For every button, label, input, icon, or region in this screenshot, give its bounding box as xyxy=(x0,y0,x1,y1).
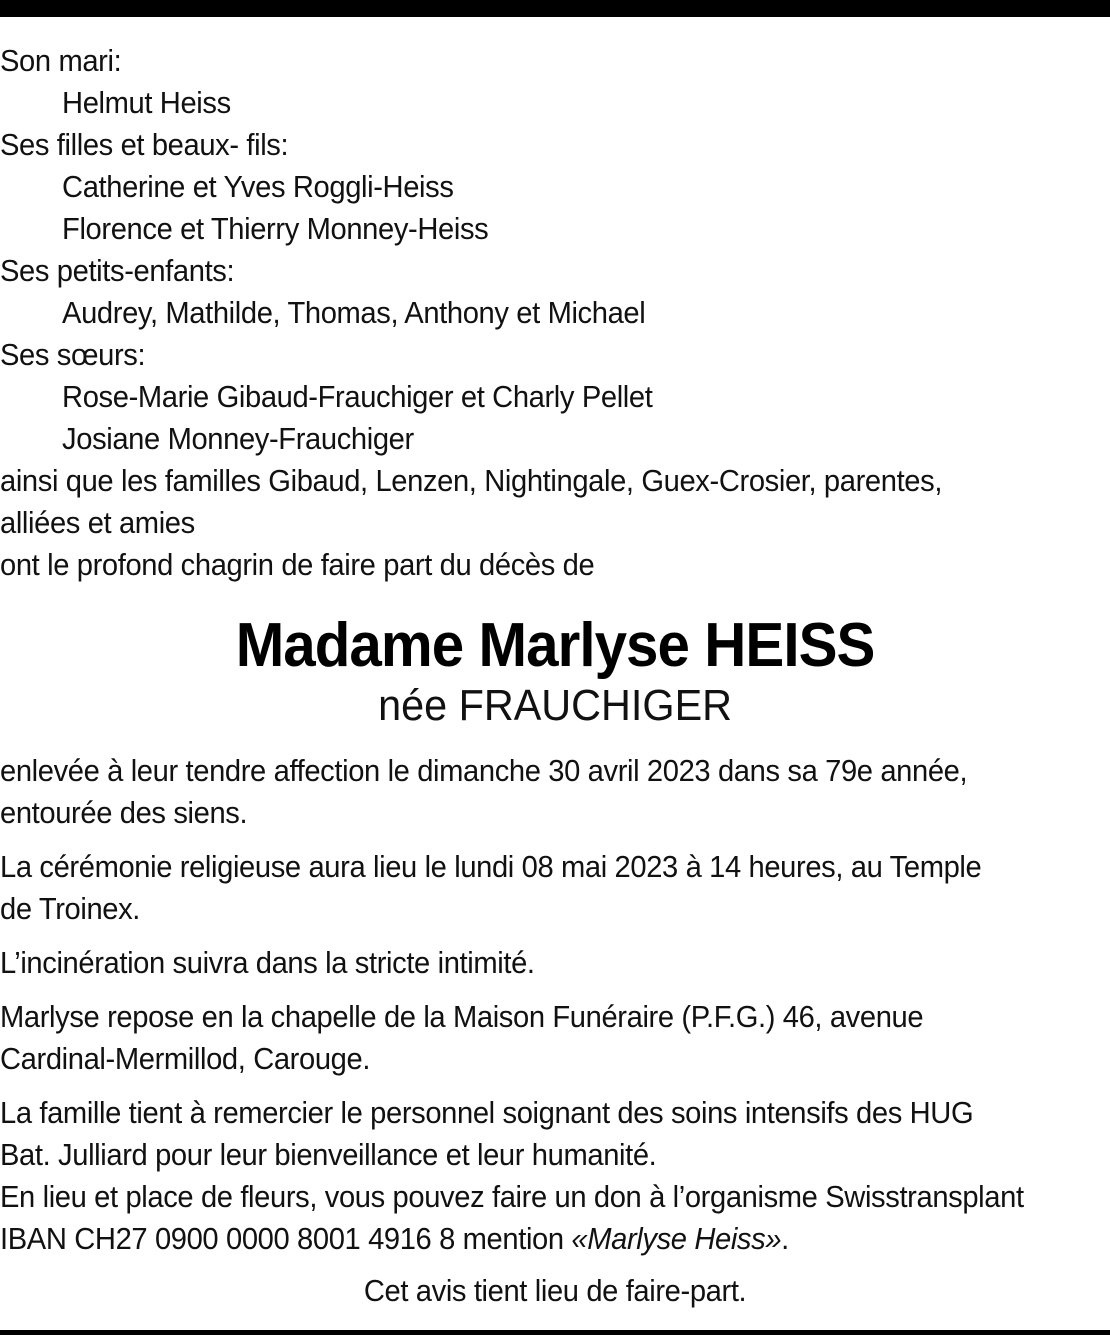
grandchildren-names: Audrey, Mathilde, Thomas, Anthony et Michael xyxy=(62,295,646,330)
maiden-name: née FRAUCHIGER xyxy=(378,681,733,730)
deceased-title-block xyxy=(0,612,1110,732)
ceremony-line: de Troinex. xyxy=(0,891,141,926)
death-line: entourée des siens. xyxy=(0,795,248,830)
ceremony-paragraph xyxy=(0,846,1110,930)
daughter-entry: Catherine et Yves Roggli-Heiss xyxy=(62,169,454,204)
closing-line: Cet avis tient lieu de faire-part. xyxy=(363,1273,747,1308)
sister-entry: Josiane Monney-Frauchiger xyxy=(62,421,414,456)
top-rule xyxy=(0,0,1110,17)
other-families-line: ainsi que les familles Gibaud, Lenzen, Nightingale, Guex-Crosier, parentes, xyxy=(0,463,943,498)
donation-suffix: . xyxy=(781,1221,789,1256)
ceremony-line: La cérémonie religieuse aura lieu le lundi 08 mai 2023 à 14 heures, au Temple xyxy=(0,849,982,884)
deceased-name: Madame Marlyse HEISS xyxy=(235,611,875,680)
thanks-line: La famille tient à remercier le personnel soignant des soins intensifs des HUG xyxy=(0,1095,974,1130)
bottom-rule xyxy=(0,1330,1110,1335)
husband-name: Helmut Heiss xyxy=(62,85,231,120)
donation-line xyxy=(0,1218,1110,1260)
thanks-paragraph xyxy=(0,1092,1110,1260)
sisters-label: Ses sœurs: xyxy=(0,337,146,372)
grandchildren-label: Ses petits-enfants: xyxy=(0,253,235,288)
thanks-line: Bat. Julliard pour leur bienveillance et leur humanité. xyxy=(0,1137,657,1172)
rest-paragraph xyxy=(0,996,1110,1080)
death-paragraph xyxy=(0,750,1110,834)
husband-label: Son mari: xyxy=(0,43,122,78)
closing-paragraph xyxy=(0,1270,1110,1312)
donation-mention: «Marlyse Heiss» xyxy=(571,1221,782,1256)
rest-line: Marlyse repose en la chapelle de la Maison Funéraire (P.F.G.) 46, avenue xyxy=(0,999,924,1034)
daughter-entry: Florence et Thierry Monney-Heiss xyxy=(62,211,489,246)
obituary-notice xyxy=(0,40,1110,1312)
cremation-line: L’incinération suivra dans la stricte intimité. xyxy=(0,945,535,980)
daughters-label: Ses filles et beaux- fils: xyxy=(0,127,289,162)
sister-entry: Rose-Marie Gibaud-Frauchiger et Charly Pellet xyxy=(62,379,653,414)
donation-line: En lieu et place de fleurs, vous pouvez faire un don à l’organisme Swisstransplant xyxy=(0,1179,1024,1214)
cremation-paragraph xyxy=(0,942,1110,984)
announcement-text: ont le profond chagrin de faire part du décès de xyxy=(0,547,595,582)
rest-line: Cardinal-Mermillod, Carouge. xyxy=(0,1041,371,1076)
donation-iban: IBAN CH27 0900 0000 8001 4916 8 mention xyxy=(0,1221,572,1256)
other-families-line: alliées et amies xyxy=(0,505,195,540)
death-line: enlevée à leur tendre affection le dimanche 30 avril 2023 dans sa 79e année, xyxy=(0,753,968,788)
